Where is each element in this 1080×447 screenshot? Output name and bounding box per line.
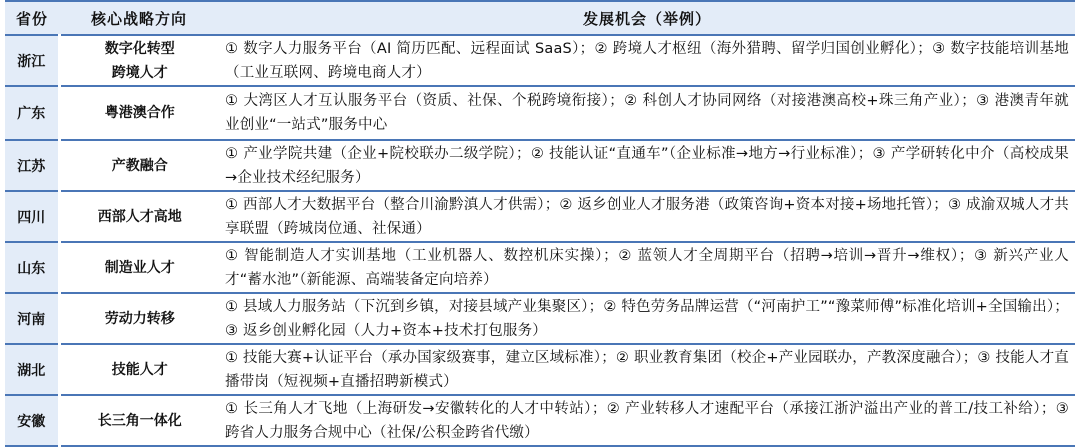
province-cell: 河南 — [5, 293, 59, 344]
province-cell: 江苏 — [5, 140, 59, 191]
table-row — [5, 293, 1075, 344]
strategy-table — [5, 0, 1075, 447]
table-row — [5, 344, 1075, 395]
opportunity-cell: ① 技能大赛+认证平台（承办国家级赛事，建立区域标准）；② 职业教育集团（校企+产业园联办，产教深度融合）；③ 技能人才直播带岗（短视频+直播招聘新模式） — [219, 344, 1075, 395]
header-opportunity: 发展机会（举例） — [219, 1, 1075, 35]
table-header-row — [5, 1, 1075, 35]
table-body — [5, 35, 1075, 446]
strategy-cell: 劳动力转移 — [59, 293, 219, 344]
table-row — [5, 35, 1075, 86]
province-cell: 山东 — [5, 242, 59, 293]
header-strategy: 核心战略方向 — [59, 1, 219, 35]
province-cell: 浙江 — [5, 35, 59, 86]
province-cell: 湖北 — [5, 344, 59, 395]
strategy-cell: 粤港澳合作 — [59, 86, 219, 140]
opportunity-cell: ① 西部人才大数据平台（整合川渝黔滇人才供需）；② 返乡创业人才服务港（政策咨询+资本对接+场地托管）；③ 成渝双城人才共享联盟（跨城岗位通、社保通） — [219, 191, 1075, 242]
opportunity-cell: ① 智能制造人才实训基地（工业机器人、数控机床实操）；② 蓝领人才全周期平台（招聘→培训→晋升→维权）；③ 新兴产业人才“蓄水池”（新能源、高端装备定向培养） — [219, 242, 1075, 293]
table-row — [5, 242, 1075, 293]
opportunity-cell: ① 产业学院共建（企业+院校联办二级学院）；② 技能认证“直通车”（企业标准→地方→行业标准）；③ 产学研转化中介（高校成果→企业技术经纪服务） — [219, 140, 1075, 191]
strategy-cell: 产教融合 — [59, 140, 219, 191]
province-cell: 安徽 — [5, 395, 59, 446]
opportunity-cell: ① 县域人力服务站（下沉到乡镇，对接县域产业集聚区）；② 特色劳务品牌运营（“河南护工”“豫菜师傅”标准化培训+全国输出）；③ 返乡创业孵化园（人力+资本+技术打包服务） — [219, 293, 1075, 344]
opportunity-cell: ① 数字人力服务平台（AI 简历匹配、远程面试 SaaS）；② 跨境人才枢纽（海外猎聘、留学归国创业孵化）；③ 数字技能培训基地（工业互联网、跨境电商人才） — [219, 35, 1075, 86]
province-cell: 广东 — [5, 86, 59, 140]
table-row — [5, 395, 1075, 446]
strategy-cell: 长三角一体化 — [59, 395, 219, 446]
opportunity-cell: ① 大湾区人才互认服务平台（资质、社保、个税跨境衔接）；② 科创人才协同网络（对接港澳高校+珠三角产业）；③ 港澳青年就业创业“一站式”服务中心 — [219, 86, 1075, 140]
table-row — [5, 140, 1075, 191]
strategy-cell: 制造业人才 — [59, 242, 219, 293]
province-cell: 四川 — [5, 191, 59, 242]
strategy-cell: 西部人才高地 — [59, 191, 219, 242]
table-row — [5, 86, 1075, 140]
opportunity-cell: ① 长三角人才飞地（上海研发→安徽转化的人才中转站）；② 产业转移人才速配平台（承接江浙沪溢出产业的普工/技工补给）；③ 跨省人力服务合规中心（社保/公积金跨省代缴） — [219, 395, 1075, 446]
strategy-cell: 技能人才 — [59, 344, 219, 395]
table-row — [5, 191, 1075, 242]
strategy-cell: 数字化转型 跨境人才 — [59, 35, 219, 86]
header-province: 省份 — [5, 1, 59, 35]
